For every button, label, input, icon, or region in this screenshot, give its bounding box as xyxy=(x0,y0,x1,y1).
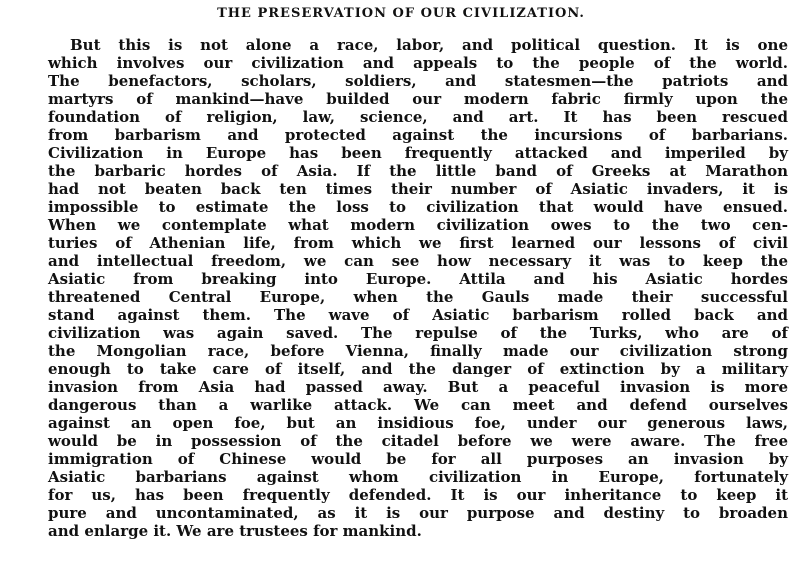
text-line: turies of Athenian life, from which we first learned our lessons of civil xyxy=(48,234,788,252)
body-paragraph xyxy=(48,36,788,540)
text-line: invasion from Asia had passed away. But a peaceful invasion is more xyxy=(48,378,788,396)
text-line: the barbaric hordes of Asia. If the little band of Greeks at Marathon xyxy=(48,162,788,180)
text-line: which involves our civilization and appeals to the people of the world. xyxy=(48,54,788,72)
text-line: But this is not alone a race, labor, and political question. It is one xyxy=(70,36,788,54)
text-line: would be in possession of the citadel before we were aware. The free xyxy=(48,432,788,450)
text-line: immigration of Chinese would be for all purposes an invasion by xyxy=(48,450,788,468)
text-line: had not beaten back ten times their number of Asiatic invaders, it is xyxy=(48,180,788,198)
text-line: and enlarge it. We are trustees for mankind. xyxy=(48,522,422,540)
text-line: enough to take care of itself, and the danger of extinction by a military xyxy=(48,360,788,378)
text-line: martyrs of mankind—have builded our modern fabric firmly upon the xyxy=(48,90,788,108)
text-line: When we contemplate what modern civilization owes to the two cen- xyxy=(48,216,788,234)
text-line: threatened Central Europe, when the Gauls made their successful xyxy=(48,288,788,306)
text-line: the Mongolian race, before Vienna, finally made our civilization strong xyxy=(48,342,788,360)
text-line: stand against them. The wave of Asiatic barbarism rolled back and xyxy=(48,306,788,324)
text-line: for us, has been frequently defended. It is our inheritance to keep it xyxy=(48,486,788,504)
text-line: pure and uncontaminated, as it is our purpose and destiny to broaden xyxy=(48,504,788,522)
text-line: Civilization in Europe has been frequently attacked and imperiled by xyxy=(48,144,788,162)
text-line: from barbarism and protected against the incursions of barbarians. xyxy=(48,126,788,144)
text-line: Asiatic barbarians against whom civilization in Europe, fortunately xyxy=(48,468,788,486)
page-heading: THE PRESERVATION OF OUR CIVILIZATION. xyxy=(217,6,585,21)
text-line: The benefactors, scholars, soldiers, and statesmen—the patriots and xyxy=(48,72,788,90)
text-line: dangerous than a warlike attack. We can meet and defend ourselves xyxy=(48,396,788,414)
text-line: and intellectual freedom, we can see how necessary it was to keep the xyxy=(48,252,788,270)
text-line: foundation of religion, law, science, and art. It has been rescued xyxy=(48,108,788,126)
text-line: civilization was again saved. The repulse of the Turks, who are of xyxy=(48,324,788,342)
text-line: Asiatic from breaking into Europe. Attila and his Asiatic hordes xyxy=(48,270,788,288)
text-line: impossible to estimate the loss to civilization that would have ensued. xyxy=(48,198,788,216)
text-line: against an open foe, but an insidious foe, under our generous laws, xyxy=(48,414,788,432)
